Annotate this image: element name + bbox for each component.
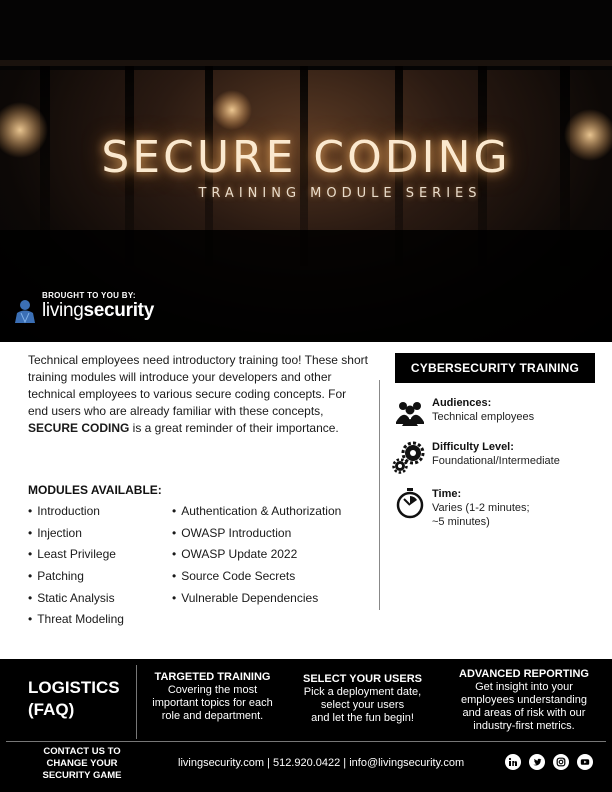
module-item: • Source Code Secrets bbox=[172, 568, 341, 590]
advanced-reporting-block: ADVANCED REPORTING Get insight into your employees understanding and areas of risk with our industry-first metrics. bbox=[446, 668, 602, 733]
difficulty-info bbox=[392, 440, 560, 476]
footer bbox=[0, 659, 612, 792]
hero-banner bbox=[0, 0, 612, 342]
module-item: • Introduction bbox=[28, 503, 124, 525]
module-item: • Static Analysis bbox=[28, 590, 124, 612]
intro-bold: SECURE CODING bbox=[28, 421, 130, 435]
module-item: • Least Privilege bbox=[28, 546, 124, 568]
audiences-info bbox=[392, 396, 534, 432]
targeted-training-heading: TARGETED TRAINING bbox=[154, 671, 271, 683]
module-item: • Vulnerable Dependencies bbox=[172, 590, 341, 612]
social-links bbox=[505, 754, 601, 770]
modules-list-left bbox=[28, 503, 124, 633]
modules-list-right bbox=[172, 503, 341, 611]
audiences-value: Technical employees bbox=[432, 411, 535, 423]
select-users-block: SELECT YOUR USERS Pick a deployment date, select your users and let the fun begin! bbox=[290, 673, 435, 725]
logo-text-light: living bbox=[42, 300, 84, 321]
difficulty-label: Difficulty Level: bbox=[432, 441, 514, 453]
person-mark-icon bbox=[12, 298, 38, 324]
intro-paragraph: Technical employees need introductory training too! These short training modules will introduce your developers and other technical employees to various secure coding concepts. For end users who are already familiar with these concepts, SECURE CODING is a great reminder of their importance. bbox=[28, 353, 368, 435]
difficulty-value: Foundational/Intermediate bbox=[432, 455, 560, 467]
cybersecurity-training-badge: CYBERSECURITY TRAINING bbox=[395, 353, 595, 383]
brought-to-you-label: BROUGHT TO YOU BY: bbox=[42, 291, 136, 300]
module-item: • OWASP Introduction bbox=[172, 525, 341, 547]
time-info bbox=[392, 487, 530, 529]
instagram-icon[interactable] bbox=[553, 754, 569, 770]
twitter-icon[interactable] bbox=[529, 754, 545, 770]
footer-horizontal-divider bbox=[6, 741, 606, 742]
module-item: • Injection bbox=[28, 525, 124, 547]
select-users-heading: SELECT YOUR USERS bbox=[303, 673, 422, 685]
living-security-logo bbox=[12, 298, 154, 324]
people-group-icon bbox=[392, 396, 428, 432]
hero-title: SECURE CODING bbox=[101, 132, 511, 183]
youtube-icon[interactable] bbox=[577, 754, 593, 770]
module-item: • OWASP Update 2022 bbox=[172, 546, 341, 568]
column-divider bbox=[379, 380, 380, 610]
gears-icon bbox=[392, 440, 428, 476]
hero-subtitle: TRAINING MODULE SERIES bbox=[198, 186, 482, 201]
linkedin-icon[interactable] bbox=[505, 754, 521, 770]
module-item: • Threat Modeling bbox=[28, 611, 124, 633]
audiences-label: Audiences: bbox=[432, 397, 492, 409]
targeted-training-block: TARGETED TRAINING Covering the most important topics for each role and department. bbox=[140, 671, 285, 723]
module-item: • Patching bbox=[28, 568, 124, 590]
time-value-line1: Varies (1-2 minutes; bbox=[432, 502, 530, 514]
contact-info-line[interactable]: livingsecurity.com | 512.920.0422 | info@livingsecurity.com bbox=[178, 757, 465, 769]
time-label: Time: bbox=[432, 488, 462, 500]
logo-text-bold: security bbox=[83, 300, 154, 321]
contact-us-label: CONTACT US TO CHANGE YOUR SECURITY GAME bbox=[42, 746, 122, 781]
logistics-heading: LOGISTICS (FAQ) bbox=[28, 678, 120, 719]
footer-vertical-divider bbox=[136, 665, 137, 739]
module-item: • Authentication & Authorization bbox=[172, 503, 341, 525]
time-value-line2: ~5 minutes) bbox=[432, 516, 490, 528]
modules-heading: MODULES AVAILABLE: bbox=[28, 483, 162, 497]
stopwatch-icon bbox=[392, 487, 428, 523]
advanced-reporting-heading: ADVANCED REPORTING bbox=[459, 668, 589, 680]
